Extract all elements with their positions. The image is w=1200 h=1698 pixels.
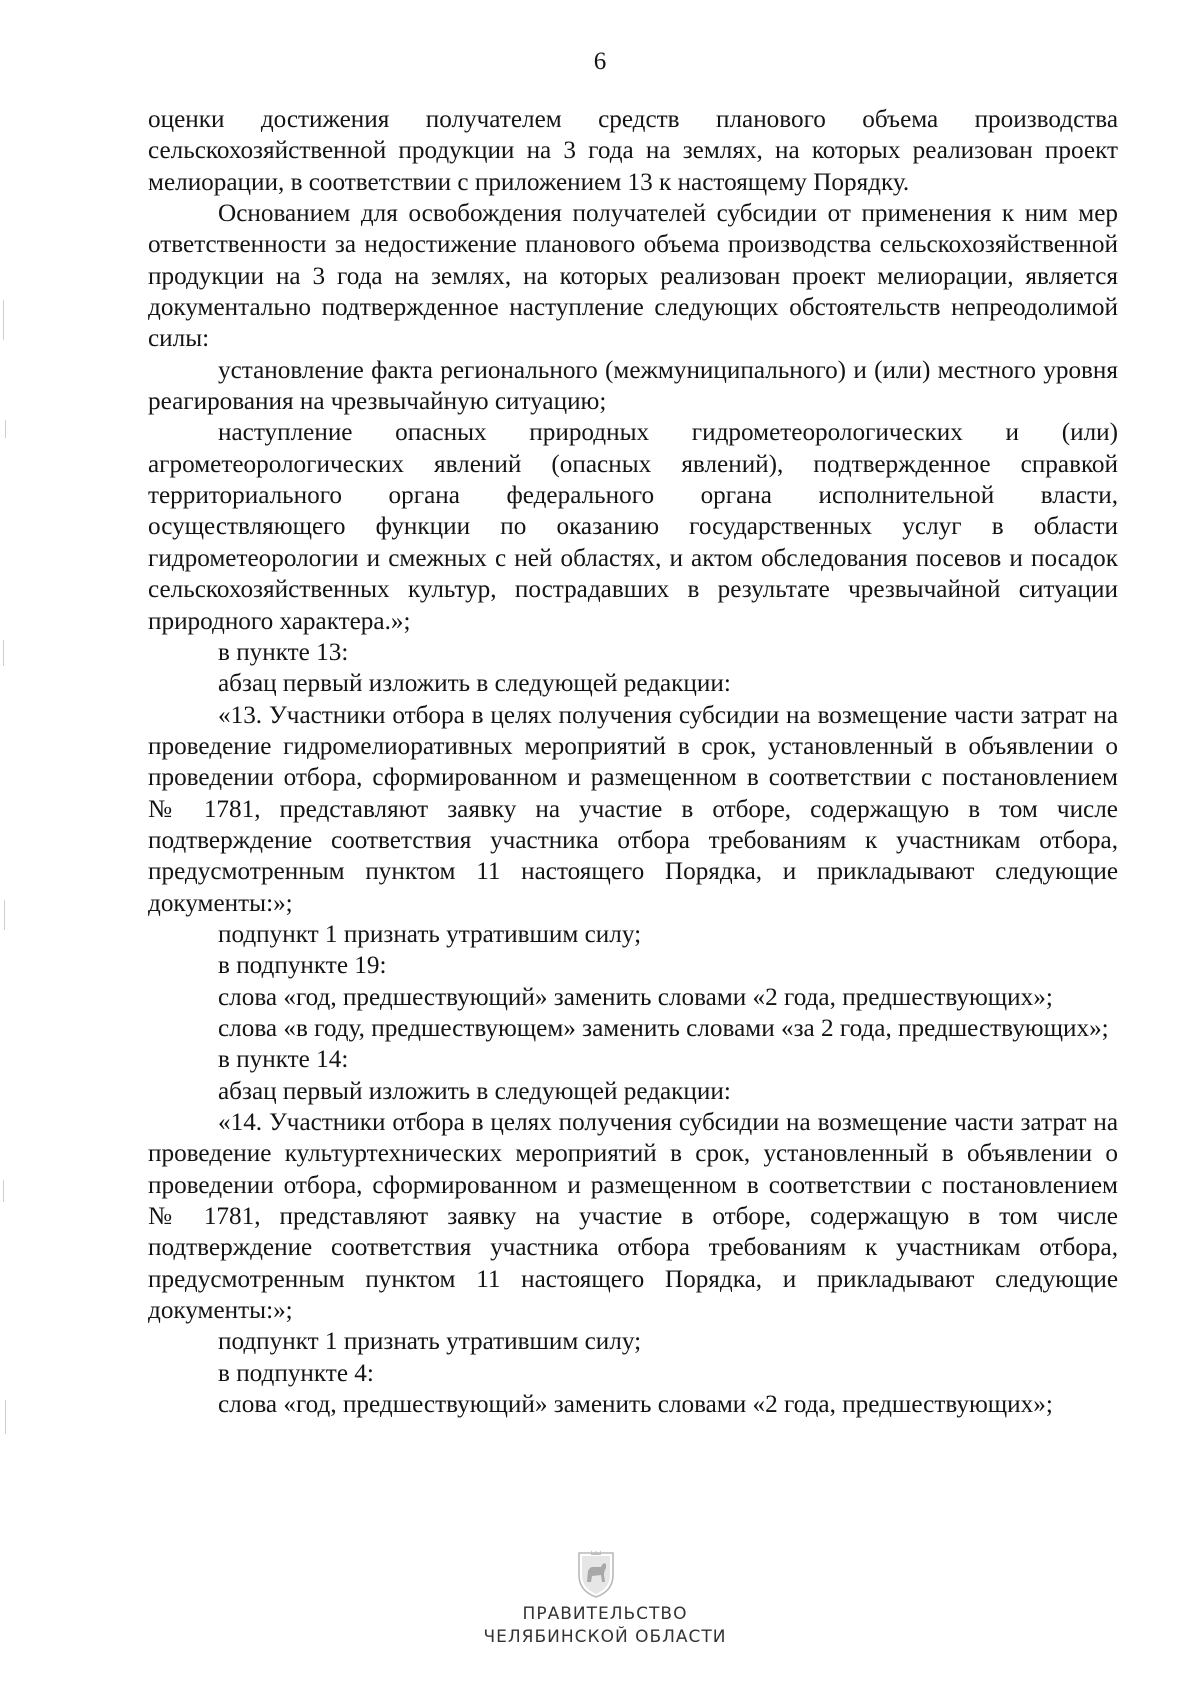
scan-edge-marks xyxy=(0,0,14,1698)
issuer-line: ЧЕЛЯБИНСКОЙ ОБЛАСТИ xyxy=(483,1627,727,1647)
paragraph: слова «в году, предшествующем» заменить словами «за 2 года, предшествующих»; xyxy=(218,1014,1109,1042)
paragraph: Основанием для освобождения получателей субсидии от применения к ним мер ответственности за недостижение планового объема производства сельскохозяйственной продукции на 3 года на землях, на которых реализован проект мелиорации, является документально подтвержденное наступление следующих обстоятельств непреодолимой силы: xyxy=(148,200,1118,353)
paragraph: оценки достижения получателем средств планового объема производства сельскохозяйственной продукции на 3 года на землях, на которых реализован проект мелиорации, в соответствии с приложением 13 к настоящему Порядку. xyxy=(148,106,1118,196)
paragraph: установление факта регионального (межмуниципального) и (или) местного уровня реагирования на чрезвычайную ситуацию; xyxy=(148,356,1118,416)
paragraph: абзац первый изложить в следующей редакции: xyxy=(218,670,731,698)
issuer-line: ПРАВИТЕЛЬСТВО xyxy=(522,1604,688,1624)
paragraph: слова «год, предшествующий» заменить словами «2 года, предшествующих»; xyxy=(218,1391,1053,1419)
paragraph: наступление опасных природных гидрометеорологических и (или) агрометеорологических явлений (опасных явлений), подтвержденное справкой территориального органа федерального органа исполнительной власти, осуществляющего функции по оказанию государственных услуг в области гидрометеорологии и смежных с ней областях, и актом обследования посевов и посадок сельскохозяйственных культур, пострадавших в результате чрезвычайной ситуации природного характера.»; xyxy=(148,419,1118,635)
issuer-name xyxy=(0,1603,1200,1649)
page-number: 6 xyxy=(593,48,607,75)
paragraph: в пункте 14: xyxy=(218,1046,349,1074)
paragraph: слова «год, предшествующий» заменить словами «2 года, предшествующих»; xyxy=(218,983,1053,1011)
chelyabinsk-coat-of-arms-icon xyxy=(576,1549,616,1599)
paragraph: в подпункте 19: xyxy=(218,952,387,980)
document-body xyxy=(148,104,1118,1420)
paragraph: в подпункте 4: xyxy=(218,1359,374,1387)
paragraph: «14. Участники отбора в целях получения субсидии на возмещение части затрат на проведение культуртехнических мероприятий в срок, установленный в объявлении о проведении отбора, сформированном и размещенном в соответствии с постановлением № 1781, представляют заявку на участие в отборе, содержащую в том числе подтверждение соответствия участника отбора требованиям к участникам отбора, предусмотренным пунктом 11 настоящего Порядка, и прикладывают следующие документы:»; xyxy=(148,1109,1118,1325)
paragraph: в пункте 13: xyxy=(218,638,349,666)
paragraph: подпункт 1 признать утратившим силу; xyxy=(218,920,642,948)
paragraph: «13. Участники отбора в целях получения субсидии на возмещение части затрат на проведение гидромелиоративных мероприятий в срок, установленный в объявлении о проведении отбора, сформированном и размещенном в соответствии с постановлением № 1781, представляют заявку на участие в отборе, содержащую в том числе подтверждение соответствия участника отбора требованиям к участникам отбора, предусмотренным пунктом 11 настоящего Порядка, и прикладывают следующие документы:»; xyxy=(148,701,1118,917)
paragraph: абзац первый изложить в следующей редакции: xyxy=(218,1077,731,1105)
paragraph: подпункт 1 признать утратившим силу; xyxy=(218,1328,642,1356)
